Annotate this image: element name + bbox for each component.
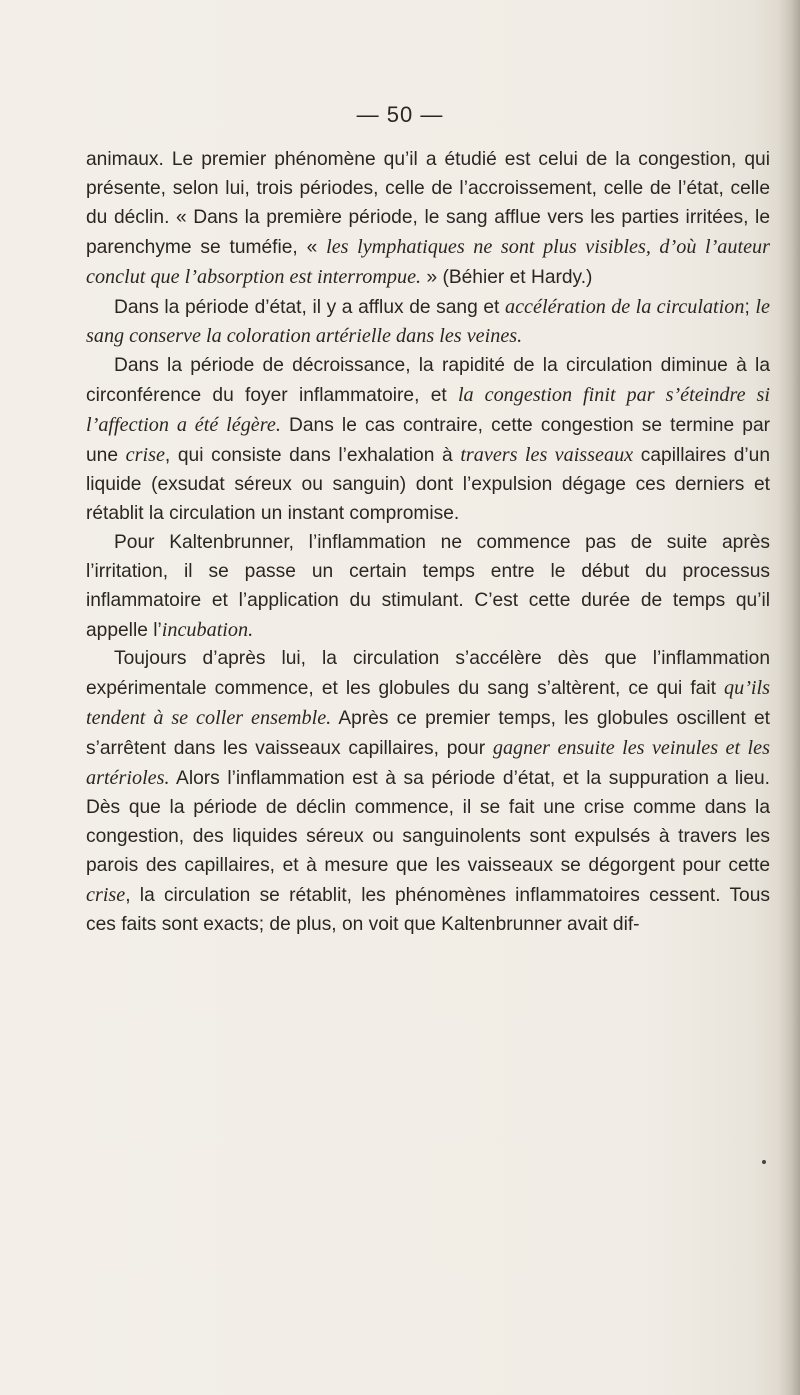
ink-speck (762, 1160, 766, 1164)
italic-run: les lymphatiques ne sont plus visibles, d’où l’auteur conclut que l’absorption est interrompue. (86, 235, 771, 288)
italic-run: qu’ils tendent à se coller ensemble. (86, 677, 770, 730)
text-run: Alors l’inflammation est à sa période d’état, et la suppuration a lieu. Dès que la période de déclin commence, il se fait une crise comme dans la congestion, des liquides séreux ou sanguinolents sont expulsés à travers les parois des capillaires, et à mesure que les vaisseaux se dégorgent pour cette (86, 768, 770, 876)
paragraph (86, 645, 770, 939)
paragraph (86, 293, 770, 353)
text-run: Après ce premier temps, les globules oscillent et s’arrêtent dans les vaisseaux capillaires, pour (86, 708, 770, 760)
page-number: — 50 — (356, 102, 444, 127)
text-run: , la circulation se rétablit, les phénomènes inflammatoires cessent. Tous ces faits sont exacts; de plus, on voit que Kaltenbrunner avait dif- (86, 884, 770, 935)
text-run: » (Béhier et Hardy.) (421, 266, 593, 288)
page-edge-shadow (778, 0, 800, 1395)
text-run: animaux. Le premier phénomène qu’il a étudié est celui de la congestion, qui présente, selon lui, trois périodes, celle de l’accroissement, celle de l’état, celle du déclin. « Dans la première période, le sang afflue vers les parties irritées, le parenchyme se tuméfie, « (86, 149, 770, 258)
text-run: ; (744, 296, 756, 318)
italic-run: crise (86, 883, 126, 906)
text-run: capillaires d’un liquide (exsudat séreux ou sanguin) dont l’expulsion dégage ces derniers et rétablit la circulation un instant compromise. (86, 445, 770, 524)
paragraph (86, 146, 770, 293)
text-run: Dans la période de décroissance, la rapidité de la circulation diminue à la circonférence du foyer inflammatoire, et (86, 355, 770, 407)
italic-run: accélération de la circulation (504, 295, 745, 318)
italic-run: travers les vaisseaux (460, 444, 634, 467)
body-text (86, 146, 770, 939)
italic-run: crise (125, 444, 165, 467)
text-run: Dans la période d’état, il y a afflux de sang et (114, 296, 505, 318)
text-run: , qui consiste dans l’exhalation à (164, 445, 461, 467)
italic-run: le sang conserve la coloration artérielle dans les veines. (86, 295, 770, 348)
text-run: Pour Kaltenbrunner, l’inflammation ne commence pas de suite après l’irritation, il se passe un certain temps entre le début du processus inflammatoire et l’application du stimulant. C’est cette durée de temps qu’il appelle l’ (86, 531, 770, 641)
text-run: Dans le cas contraire, cette congestion se termine par une (86, 415, 770, 467)
italic-run: gagner ensuite les veinules et les artérioles. (86, 737, 770, 790)
paragraph (86, 529, 770, 646)
text-run: Toujours d’après lui, la circulation s’accélère dès que l’inflammation expérimentale commence, et les globules du sang s’altèrent, ce qui fait (86, 648, 770, 700)
italic-run: la congestion finit par s’éteindre si l’affection a été légère. (86, 384, 770, 437)
paragraph (86, 352, 770, 528)
italic-run: incubation. (161, 618, 254, 641)
